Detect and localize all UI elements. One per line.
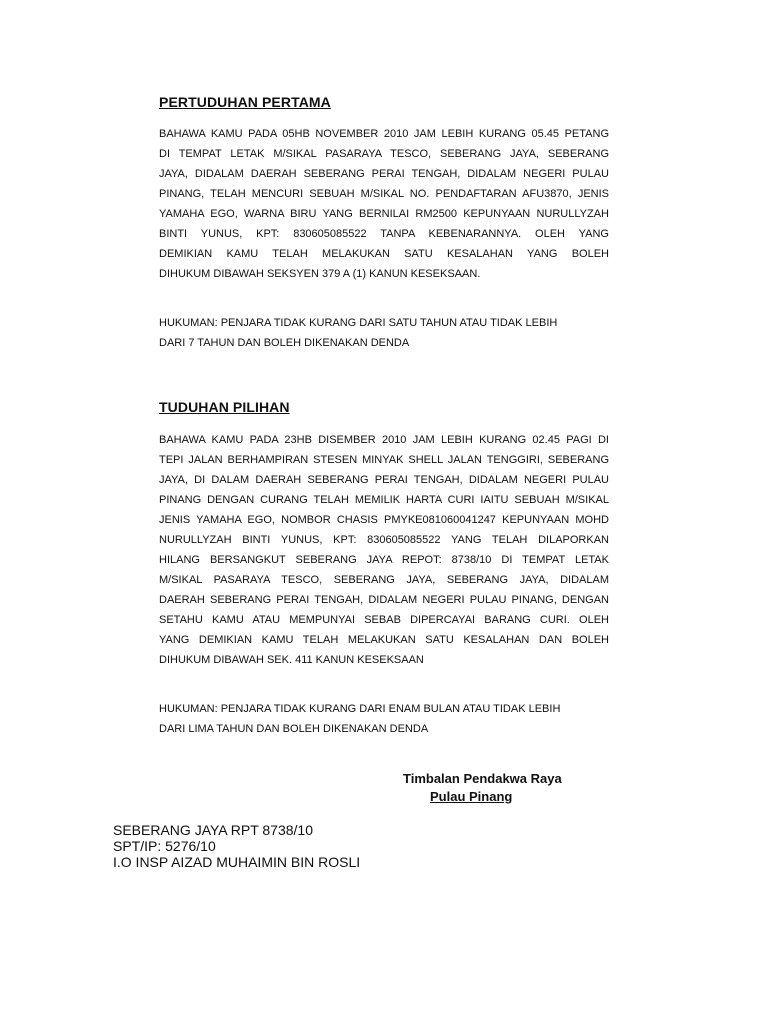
charge2-line: DIHUKUM DIBAWAH SEK. 411 KANUN KESEKSAAN [159,654,424,666]
charge2-paragraph [159,430,609,670]
charge2-line: JENIS YAMAHA EGO, NOMBOR CHASIS PMYKE081060041247 KEPUNYAAN MOHD [159,514,609,526]
charge2-line: TEPI JALAN BERHAMPIRAN STESEN MINYAK SHELL JALAN TENGGIRI, SEBERANG [159,454,609,466]
charge2-penalty-line: DARI LIMA TAHUN DAN BOLEH DIKENAKAN DENDA [159,723,429,735]
charge2-line: M/SIKAL PASARAYA TESCO, SEBERANG JAYA, SEBERANG JAYA, DIDALAM [159,574,609,586]
charge1-line: DEMIKIAN KAMU TELAH MELAKUKAN SATU KESALAHAN YANG BOLEH [159,248,609,260]
charge1-paragraph [159,124,609,284]
charge1-line: BAHAWA KAMU PADA 05HB NOVEMBER 2010 JAM LEBIH KURANG 05.45 PETANG [159,128,609,140]
charge1-penalty-line: HUKUMAN: PENJARA TIDAK KURANG DARI SATU TAHUN ATAU TIDAK LEBIH [159,317,558,329]
charge1-line: DIHUKUM DIBAWAH SEKSYEN 379 A (1) KANUN KESEKSAAN. [159,268,481,280]
report-number: SEBERANG JAYA RPT 8738/10 [113,822,313,838]
charge1-line: BINTI YUNUS, KPT: 830605085522 TANPA KEBENARANNYA. OLEH YANG [159,228,609,240]
charge2-line: SETAHU KAMU ATAU MEMPUNYAI SEBAB DIPERCAYAI BARANG CURI. OLEH [159,614,609,626]
charge1-line: DI TEMPAT LETAK M/SIKAL PASARAYA TESCO, SEBERANG JAYA, SEBERANG [159,148,609,160]
charge2-title: TUDUHAN PILIHAN [159,399,290,415]
charge1-line: YAMAHA EGO, WARNA BIRU YANG BERNILAI RM2500 KEPUNYAAN NURULLYZAH [159,208,609,220]
signature-location: Pulau Pinang [430,789,513,804]
investigating-officer: I.O INSP AIZAD MUHAIMIN BIN ROSLI [113,854,361,870]
charge2-penalty [159,699,560,739]
charge2-line: YANG DEMIKIAN KAMU TELAH MELAKUKAN SATU KESALAHAN DAN BOLEH [159,634,609,646]
charge1-line: JAYA, DIDALAM DAERAH SEBERANG PERAI TENGAH, DIDALAM NEGERI PULAU [159,168,609,180]
signature-title: Timbalan Pendakwa Raya [403,771,562,786]
charge1-title: PERTUDUHAN PERTAMA [159,94,331,110]
charge1-penalty [159,313,557,353]
spt-number: SPT/IP: 5276/10 [113,838,216,854]
charge2-line: BAHAWA KAMU PADA 23HB DISEMBER 2010 JAM LEBIH KURANG 02.45 PAGI DI [159,434,609,446]
charge1-penalty-line: DARI 7 TAHUN DAN BOLEH DIKENAKAN DENDA [159,337,410,349]
charge2-line: HILANG BERSANGKUT SEBERANG JAYA REPOT: 8738/10 DI TEMPAT LETAK [159,554,609,566]
case-reference-block [113,822,360,870]
charge2-line: DAERAH SEBERANG PERAI TENGAH, DIDALAM NEGERI PULAU PINANG, DENGAN [159,594,609,606]
charge1-line: PINANG, TELAH MENCURI SEBUAH M/SIKAL NO. PENDAFTARAN AFU3870, JENIS [159,188,609,200]
charge2-line: PINANG DENGAN CURANG TELAH MEMILIK HARTA CURI IAITU SEBUAH M/SIKAL [159,494,609,506]
charge2-penalty-line: HUKUMAN: PENJARA TIDAK KURANG DARI ENAM BULAN ATAU TIDAK LEBIH [159,703,561,715]
charge2-line: NURULLYZAH BINTI YUNUS, KPT: 830605085522 YANG TELAH DILAPORKAN [159,534,609,546]
charge2-line: JAYA, DI DALAM DAERAH SEBERANG PERAI TENGAH, DIDALAM NEGERI PULAU [159,474,609,486]
